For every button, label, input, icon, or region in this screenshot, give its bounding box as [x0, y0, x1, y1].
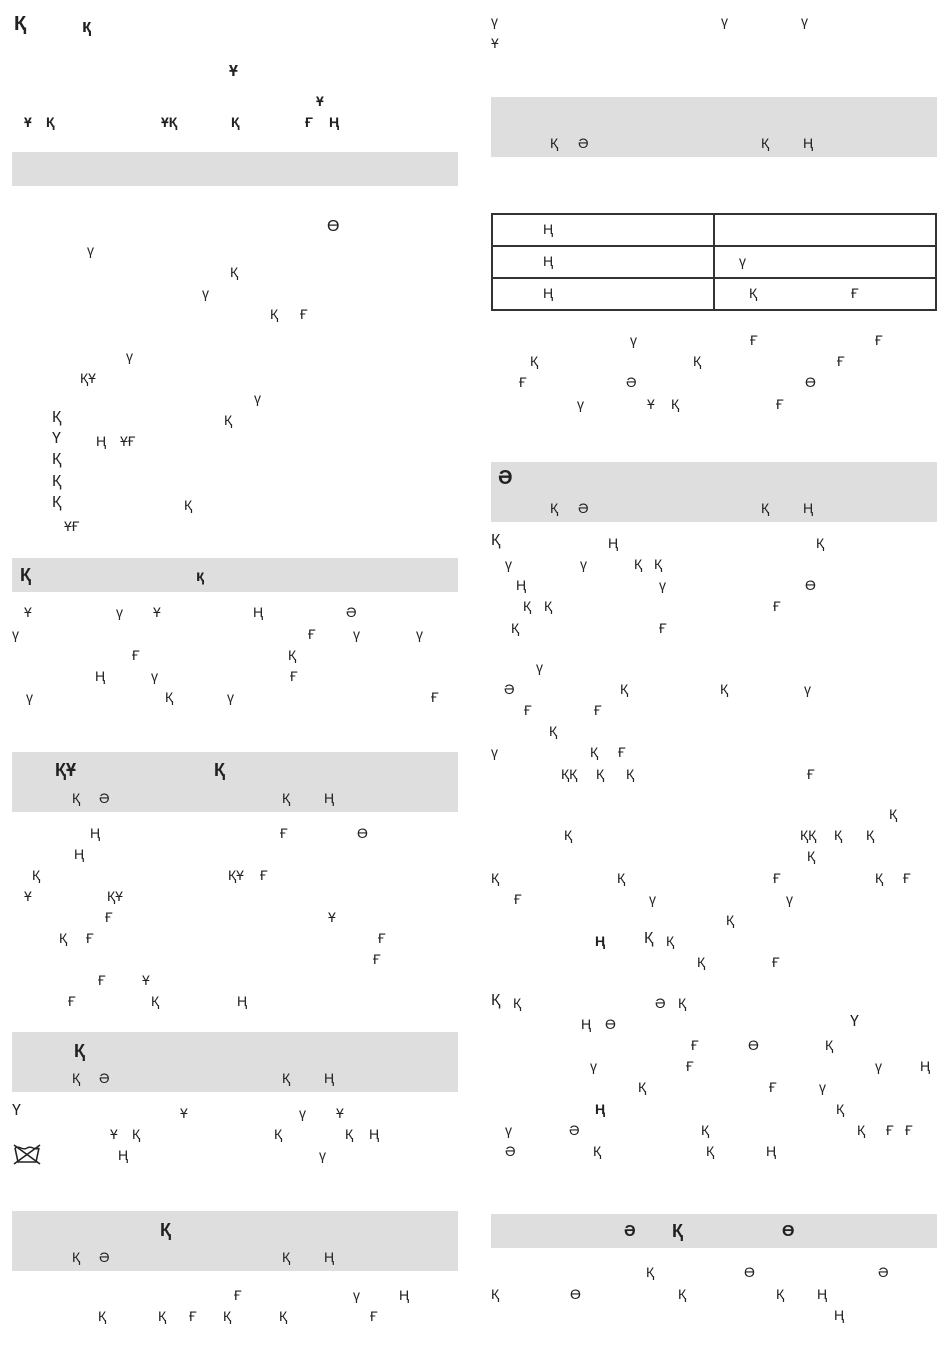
- body-glyph: Ғ: [234, 1287, 242, 1303]
- body-glyph: Ғ: [524, 702, 532, 718]
- body-glyph: Қ: [678, 1286, 687, 1302]
- body-glyph: ҚҰ: [80, 370, 96, 386]
- body-glyph: Ғ: [750, 332, 758, 348]
- section-sub-glyph: Қ: [72, 1070, 81, 1086]
- body-glyph: Қ: [807, 848, 816, 864]
- section-title-glyph: Қ: [74, 1041, 85, 1061]
- body-glyph: Ң: [516, 577, 527, 593]
- body-glyph: Қ: [224, 412, 233, 428]
- body-glyph: Қ: [834, 827, 843, 843]
- section-sub-glyph: Қ: [282, 790, 291, 806]
- body-glyph: Ү: [12, 1102, 21, 1119]
- body-glyph: Ң: [369, 1126, 380, 1142]
- body-glyph: Қ: [564, 827, 573, 843]
- body-glyph: Ғ: [98, 972, 106, 988]
- body-glyph: Қ: [617, 870, 626, 886]
- body-glyph: Ғ: [875, 332, 883, 348]
- body-glyph: Қ: [345, 1126, 354, 1142]
- body-glyph: Ғ: [370, 1308, 378, 1324]
- body-glyph: ҚҚ: [800, 827, 817, 843]
- body-glyph: ү: [819, 1079, 826, 1095]
- body-glyph: ү: [416, 626, 423, 642]
- body-glyph: ү: [721, 13, 728, 29]
- body-glyph: ү: [536, 659, 543, 675]
- body-glyph: Қ: [726, 912, 735, 928]
- body-glyph: Ғ: [431, 689, 439, 705]
- body-glyph: ү: [26, 689, 33, 705]
- body-glyph: Қ: [151, 993, 160, 1009]
- body-glyph: Ң: [595, 1101, 606, 1117]
- body-glyph: Ғ: [837, 353, 845, 369]
- intro-glyph: Қ: [46, 114, 55, 130]
- section-header-bar: [12, 558, 458, 592]
- body-glyph: Ғ: [691, 1037, 699, 1053]
- section-title-glyph: қ: [196, 568, 205, 585]
- body-glyph: ү: [151, 668, 158, 684]
- body-glyph: Ғ: [519, 374, 527, 390]
- section-title-glyph: Қ: [214, 760, 225, 780]
- body-glyph: Ң: [253, 604, 264, 620]
- body-glyph: Қ: [513, 995, 522, 1011]
- body-glyph: Ө: [744, 1264, 755, 1280]
- body-glyph: Ң: [90, 825, 101, 841]
- body-glyph: Ұ: [110, 1126, 118, 1142]
- section-sub-glyph: Қ: [761, 135, 770, 151]
- body-glyph: Қ: [279, 1308, 288, 1324]
- body-glyph: Ң: [834, 1307, 845, 1323]
- body-glyph: Ө: [327, 218, 340, 235]
- section-sub-glyph: Ң: [324, 1070, 335, 1086]
- section-sub-glyph: Ә: [99, 1070, 110, 1086]
- body-glyph: ү: [801, 13, 808, 29]
- table-cell: [714, 214, 936, 246]
- table-row: [492, 246, 936, 278]
- section-sub-glyph: Ң: [803, 135, 814, 151]
- spec-table: [491, 213, 937, 311]
- body-glyph: Қ: [132, 1126, 141, 1142]
- body-glyph: Ө: [748, 1037, 759, 1053]
- body-glyph: ү: [319, 1147, 326, 1163]
- body-glyph: Ұ: [647, 396, 655, 412]
- body-glyph: Ә: [346, 604, 357, 620]
- body-glyph: Ғ: [903, 870, 911, 886]
- body-glyph: Қ: [875, 870, 884, 886]
- body-glyph: Қ: [158, 1308, 167, 1324]
- body-glyph: ү: [87, 242, 94, 258]
- body-glyph: Қ: [626, 766, 635, 782]
- table-row: [492, 278, 936, 310]
- body-glyph: Қ: [706, 1143, 715, 1159]
- body-glyph: Қ: [511, 620, 520, 636]
- body-glyph: Ғ: [905, 1122, 913, 1138]
- body-glyph: Ң: [399, 1287, 410, 1303]
- body-glyph: Ү: [850, 1013, 859, 1030]
- body-glyph: ү: [12, 626, 19, 642]
- body-glyph: Ғ: [514, 891, 522, 907]
- right-column: [491, 0, 937, 1364]
- body-glyph: ҰҒ: [64, 518, 80, 534]
- section-title-glyph: ҚҰ: [55, 760, 76, 780]
- body-glyph: Қ: [866, 827, 875, 843]
- body-glyph: Ғ: [280, 825, 288, 841]
- body-glyph: Ұ: [24, 604, 32, 620]
- section-header-bar: [12, 152, 458, 186]
- body-glyph: ү: [353, 1287, 360, 1303]
- body-glyph: Ғ: [300, 306, 308, 322]
- body-glyph: Қ: [596, 766, 605, 782]
- section-sub-glyph: Қ: [761, 500, 770, 516]
- body-glyph: Қ: [666, 933, 675, 949]
- body-glyph: Қ: [491, 870, 500, 886]
- body-glyph: ү: [875, 1058, 882, 1074]
- body-glyph: Ң: [96, 433, 107, 449]
- body-glyph: Қ: [776, 1286, 785, 1302]
- body-glyph: Қ: [223, 1308, 232, 1324]
- body-glyph: Қ: [270, 306, 279, 322]
- body-glyph: Қ: [836, 1101, 845, 1117]
- table-cell: ү: [714, 246, 936, 278]
- section-sub-glyph: Ң: [324, 790, 335, 806]
- body-glyph: ү: [786, 891, 793, 907]
- body-glyph: Ғ: [773, 598, 781, 614]
- section-header-bar: [491, 1214, 937, 1248]
- body-glyph: Қ: [52, 494, 62, 511]
- table-row: [492, 214, 936, 246]
- table-cell: Ң: [492, 246, 714, 278]
- body-glyph: Қ: [654, 556, 663, 572]
- body-glyph: Қ: [52, 451, 62, 468]
- body-glyph: Ұ: [180, 1105, 188, 1121]
- title-glyph: Қ: [14, 13, 27, 35]
- body-glyph: Қ: [697, 954, 706, 970]
- section-sub-glyph: Қ: [550, 135, 559, 151]
- body-glyph: Қ: [644, 930, 654, 947]
- body-glyph: Ғ: [776, 396, 784, 412]
- section-title-glyph: Қ: [20, 565, 31, 585]
- body-glyph: Ғ: [290, 668, 298, 684]
- body-glyph: Қ: [288, 647, 297, 663]
- body-glyph: Ғ: [132, 647, 140, 663]
- body-glyph: ү: [254, 390, 261, 406]
- body-glyph: ү: [580, 556, 587, 572]
- body-glyph: Қ: [184, 497, 193, 513]
- body-glyph: Қ: [544, 598, 553, 614]
- body-glyph: Ұ: [336, 1105, 344, 1121]
- wash-prohibited-icon: [13, 1143, 41, 1165]
- body-glyph: Ғ: [807, 766, 815, 782]
- body-glyph: ү: [630, 332, 637, 348]
- body-glyph: Ө: [805, 374, 816, 390]
- body-glyph: ҚҰ: [107, 888, 123, 904]
- section-title-glyph: Ә: [624, 1223, 636, 1240]
- section-sub-glyph: Қ: [72, 1249, 81, 1265]
- body-glyph: Ө: [805, 577, 816, 593]
- section-sub-glyph: Ә: [578, 500, 589, 516]
- body-glyph: Ө: [605, 1016, 616, 1032]
- body-glyph: ҰҒ: [120, 433, 136, 449]
- body-glyph: Ң: [608, 535, 619, 551]
- body-glyph: Қ: [523, 598, 532, 614]
- body-glyph: Қ: [52, 473, 62, 490]
- body-glyph: ү: [202, 285, 209, 301]
- body-glyph: Қ: [491, 1286, 500, 1302]
- intro-glyph: ҰҚ: [161, 114, 178, 130]
- body-glyph: Ғ: [772, 954, 780, 970]
- body-glyph: ү: [505, 1122, 512, 1138]
- body-glyph: Ү: [52, 430, 61, 447]
- body-glyph: Ұ: [24, 888, 32, 904]
- body-glyph: Қ: [693, 353, 702, 369]
- body-glyph: Ғ: [618, 744, 626, 760]
- section-title-glyph: Қ: [160, 1220, 171, 1240]
- body-glyph: Ә: [626, 374, 637, 390]
- section-sub-glyph: Қ: [550, 500, 559, 516]
- body-glyph: Қ: [98, 1308, 107, 1324]
- body-glyph: ү: [353, 626, 360, 642]
- body-glyph: Қ: [165, 689, 174, 705]
- body-glyph: Қ: [590, 744, 599, 760]
- body-glyph: Қ: [491, 992, 501, 1009]
- body-glyph: ү: [590, 1058, 597, 1074]
- table-cell: Ң: [492, 278, 714, 310]
- body-glyph: Қ: [620, 681, 629, 697]
- intro-glyph: Ұ: [316, 93, 324, 109]
- body-glyph: Ғ: [68, 993, 76, 1009]
- body-glyph: Ұ: [142, 972, 150, 988]
- section-title-glyph: Қ: [672, 1221, 683, 1241]
- body-glyph: Қ: [52, 409, 62, 426]
- body-glyph: Ғ: [773, 870, 781, 886]
- body-glyph: Ң: [817, 1286, 828, 1302]
- table-cell: Қ Ғ: [714, 278, 936, 310]
- body-glyph: Қ: [889, 806, 898, 822]
- body-glyph: Қ: [638, 1079, 647, 1095]
- body-glyph: ҚҰ: [228, 867, 244, 883]
- body-glyph: Ң: [74, 846, 85, 862]
- section-sub-glyph: Ә: [99, 790, 110, 806]
- body-glyph: Қ: [530, 353, 539, 369]
- body-glyph: ү: [491, 744, 498, 760]
- section-sub-glyph: Қ: [72, 790, 81, 806]
- body-glyph: Ң: [95, 668, 106, 684]
- body-glyph: ү: [227, 689, 234, 705]
- body-glyph: Қ: [230, 264, 239, 280]
- body-glyph: ү: [659, 577, 666, 593]
- left-column: [12, 0, 458, 1364]
- intro-glyph: Ғ: [305, 114, 313, 130]
- body-glyph: Ң: [118, 1147, 129, 1163]
- body-glyph: ү: [649, 891, 656, 907]
- body-glyph: Қ: [701, 1122, 710, 1138]
- body-glyph: Қ: [274, 1126, 283, 1142]
- body-glyph: Қ: [678, 995, 687, 1011]
- body-glyph: Қ: [646, 1264, 655, 1280]
- body-glyph: Қ: [816, 535, 825, 551]
- body-glyph: Ғ: [189, 1308, 197, 1324]
- body-glyph: Ө: [570, 1286, 581, 1302]
- intro-glyph: Қ: [231, 114, 240, 130]
- body-glyph: Ә: [569, 1122, 580, 1138]
- body-glyph: Ғ: [659, 620, 667, 636]
- body-glyph: Қ: [720, 681, 729, 697]
- intro-glyph: Ң: [329, 114, 340, 130]
- body-glyph: Ә: [878, 1264, 889, 1280]
- body-glyph: Ғ: [769, 1079, 777, 1095]
- body-glyph: Ә: [655, 995, 666, 1011]
- body-glyph: Қ: [491, 532, 501, 549]
- body-glyph: Ғ: [373, 951, 381, 967]
- body-glyph: Ұ: [491, 35, 499, 51]
- body-glyph: ү: [577, 396, 584, 412]
- title-glyph: қ: [82, 16, 92, 36]
- body-glyph: Ң: [237, 993, 248, 1009]
- body-glyph: Ғ: [105, 909, 113, 925]
- body-glyph: Ғ: [886, 1122, 894, 1138]
- body-glyph: ү: [116, 604, 123, 620]
- intro-glyph: Ұ: [229, 63, 238, 80]
- body-glyph: Ғ: [86, 930, 94, 946]
- body-glyph: ү: [505, 556, 512, 572]
- body-glyph: Қ: [59, 930, 68, 946]
- intro-glyph: Ұ: [24, 114, 32, 130]
- body-glyph: Ә: [505, 1143, 516, 1159]
- body-glyph: ҚҚ: [561, 766, 578, 782]
- body-glyph: Ғ: [308, 626, 316, 642]
- body-glyph: Ң: [920, 1058, 931, 1074]
- body-glyph: Ң: [581, 1016, 592, 1032]
- section-sub-glyph: Қ: [282, 1070, 291, 1086]
- body-glyph: Қ: [671, 396, 680, 412]
- body-glyph: ү: [299, 1105, 306, 1121]
- body-glyph: ү: [491, 13, 498, 29]
- body-glyph: ү: [804, 681, 811, 697]
- body-glyph: Ө: [357, 825, 368, 841]
- body-glyph: Қ: [825, 1037, 834, 1053]
- body-glyph: Қ: [634, 556, 643, 572]
- body-glyph: Қ: [549, 723, 558, 739]
- body-glyph: Ң: [595, 933, 606, 949]
- body-glyph: Қ: [857, 1122, 866, 1138]
- body-glyph: Ұ: [328, 909, 336, 925]
- body-glyph: Қ: [32, 867, 41, 883]
- table-cell: Ң: [492, 214, 714, 246]
- body-glyph: ү: [126, 348, 133, 364]
- body-glyph: Ғ: [378, 930, 386, 946]
- section-title-glyph: Ө: [782, 1223, 795, 1240]
- section-sub-glyph: Ң: [324, 1249, 335, 1265]
- section-sub-glyph: Ң: [803, 500, 814, 516]
- section-title-glyph: Ә: [498, 467, 513, 489]
- section-sub-glyph: Ә: [99, 1249, 110, 1265]
- body-glyph: Қ: [593, 1143, 602, 1159]
- body-glyph: Ғ: [594, 702, 602, 718]
- body-glyph: Ғ: [686, 1058, 694, 1074]
- body-glyph: Ғ: [260, 867, 268, 883]
- body-glyph: Ұ: [153, 604, 161, 620]
- body-glyph: Ң: [766, 1143, 777, 1159]
- section-sub-glyph: Ә: [578, 135, 589, 151]
- body-glyph: Ә: [504, 681, 515, 697]
- section-sub-glyph: Қ: [282, 1249, 291, 1265]
